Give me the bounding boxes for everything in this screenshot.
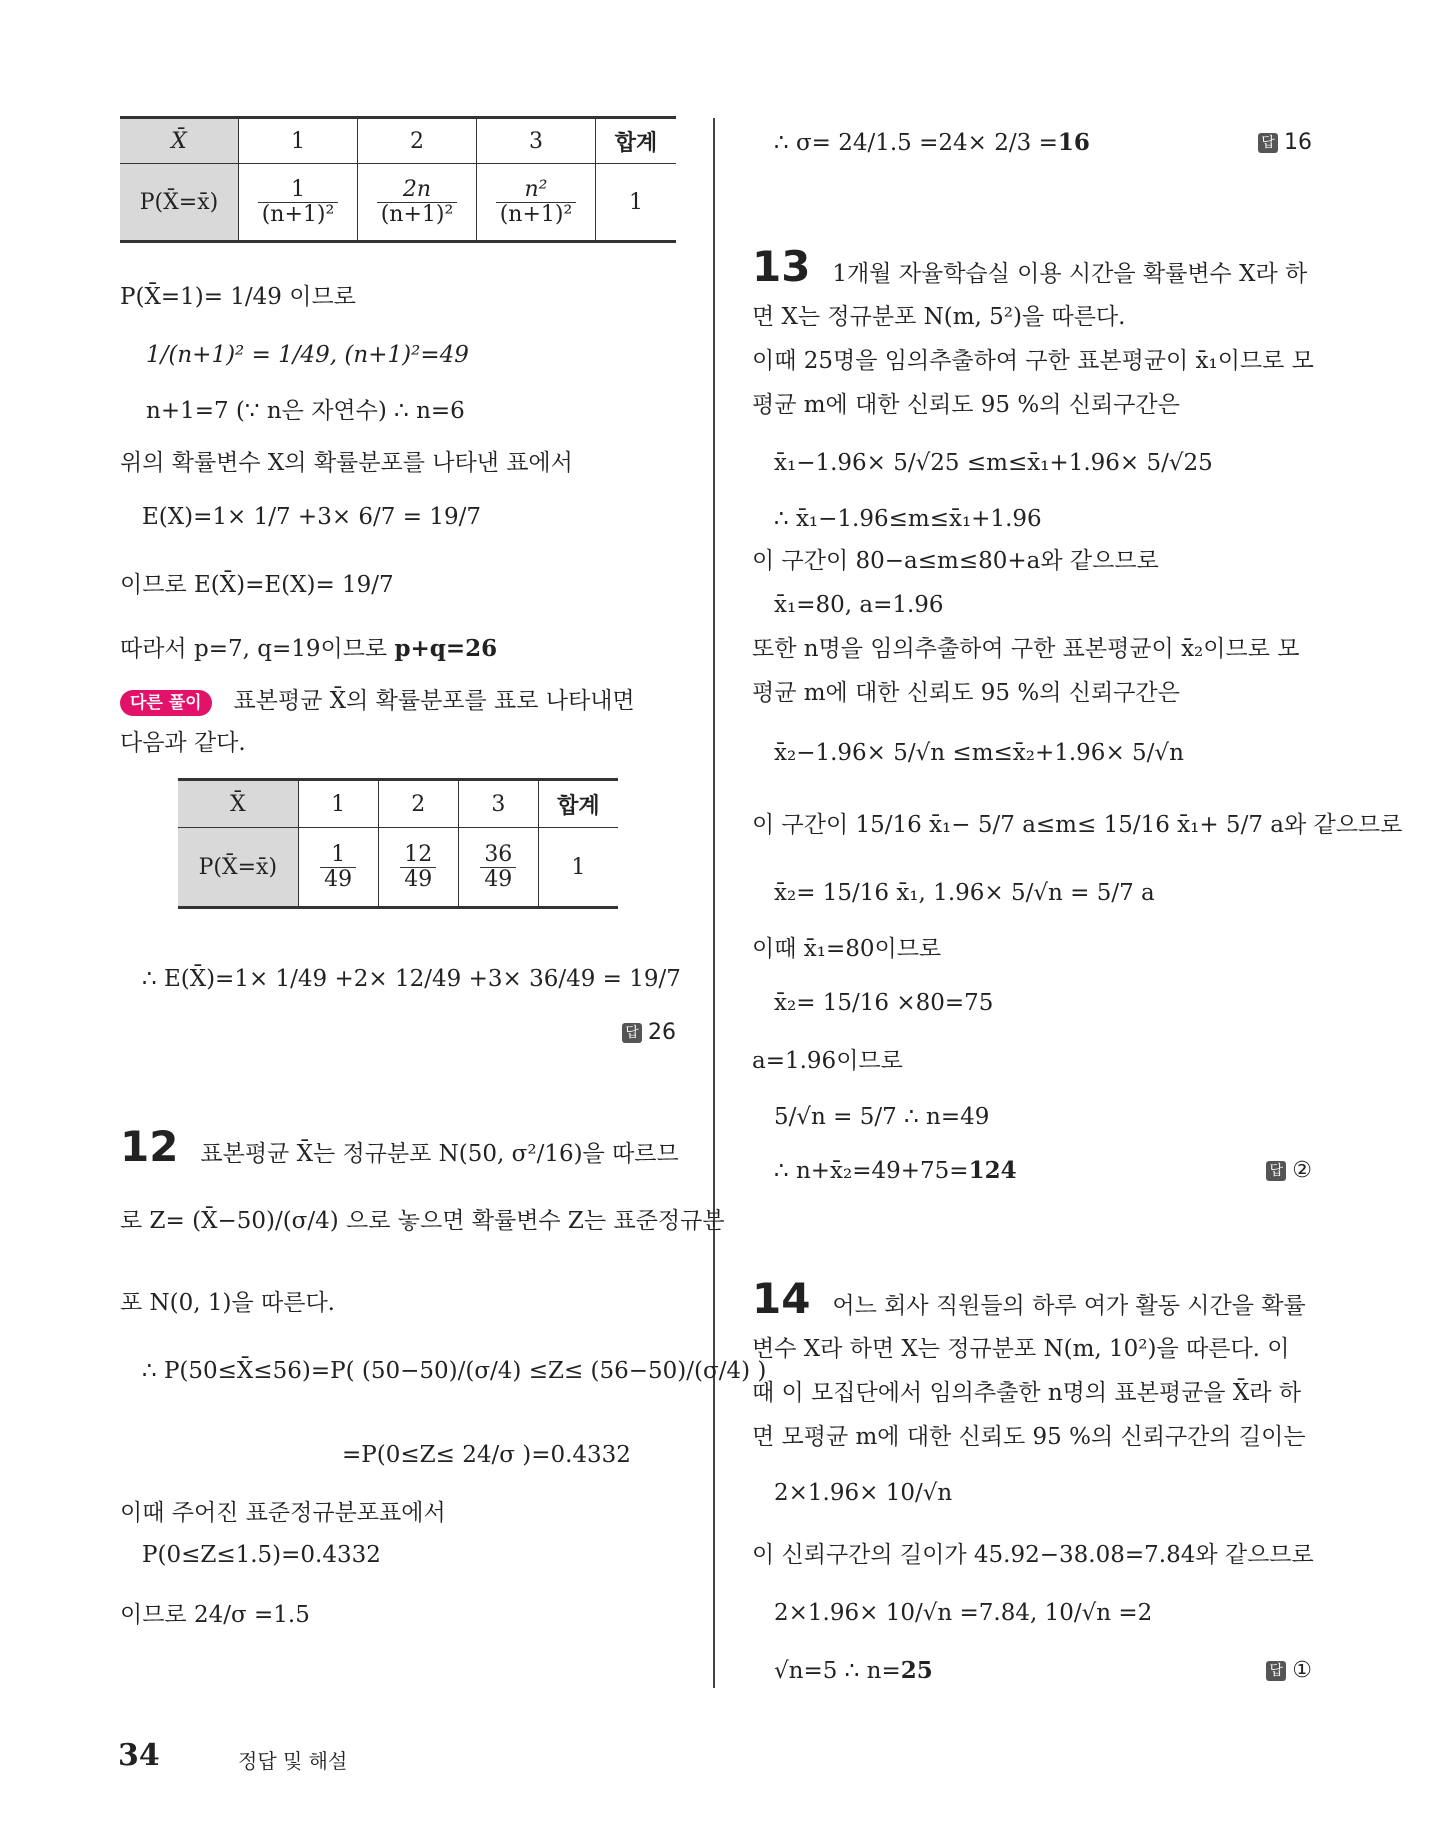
- table-header-cell: 1: [239, 118, 358, 164]
- solution-line: 면 X는 정규분포 N(m, 5²)을 따른다.: [752, 304, 1126, 330]
- solution-line: E(X)=1× 1/7 +3× 6/7 = 19/7: [142, 504, 481, 530]
- solution-line: 이 신뢰구간의 길이가 45.92−38.08=7.84와 같으므로: [752, 1542, 1314, 1568]
- table-header-cell: 2: [358, 118, 477, 164]
- column-divider: [713, 118, 715, 1688]
- solution-line: 면 모평균 m에 대한 신뢰도 95 %의 신뢰구간의 길이는: [752, 1424, 1306, 1450]
- solution-line: x̄₂= 15/16 ×80=75: [774, 990, 994, 1016]
- table-header-cell: 1: [298, 780, 378, 828]
- solution-line: 2×1.96× 10/√n: [774, 1480, 953, 1506]
- distribution-table-1: [120, 116, 676, 243]
- problem-12-line: 12 표본평균 X̄는 정규분포 N(50, σ²/16)을 따르므: [120, 1122, 679, 1171]
- footer-title: 정답 및 해설: [238, 1749, 348, 1773]
- distribution-table-2: [178, 778, 618, 909]
- solution-line: 1/(n+1)² = 1/49, (n+1)²=49: [146, 342, 469, 368]
- solution-line: 이때 주어진 표준정규분포표에서: [120, 1500, 446, 1526]
- table-cell: $\frac{2n}{\text{(n+1)²}}$: [358, 164, 477, 242]
- table-header-cell: 합계: [596, 118, 677, 164]
- table-cell: $\frac{36}{49}$: [458, 828, 538, 908]
- table-cell: $\frac{\text{n²}}{\text{(n+1)²}}$: [477, 164, 596, 242]
- solution-line: 포 N(0, 1)을 따른다.: [120, 1290, 335, 1316]
- solution-line: ∴ n+x̄₂=49+75=124: [774, 1157, 1017, 1184]
- solution-line: 이 구간이 15/16 x̄₁− 5/7 a≤m≤ 15/16 x̄₁+ 5/7 a와 같으므로: [752, 812, 1403, 838]
- solution-line: ∴ x̄₁−1.96≤m≤x̄₁+1.96: [774, 506, 1042, 532]
- problem-number: 12: [120, 1122, 179, 1171]
- alternative-solution-badge: 다른 풀이: [120, 690, 212, 716]
- table-cell: $\frac{12}{49}$: [378, 828, 458, 908]
- solution-line: x̄₂−1.96× 5/√n ≤m≤x̄₂+1.96× 5/√n: [774, 740, 1184, 766]
- solution-line: 이 구간이 80−a≤m≤80+a와 같으므로: [752, 548, 1159, 574]
- solution-line: =P(0≤Z≤ 24/σ )=0.4332: [342, 1442, 631, 1468]
- answer-line: 답 26: [622, 1018, 676, 1048]
- page-number: 34: [118, 1738, 160, 1773]
- table-cell: 1: [538, 828, 618, 908]
- solution-line: 다음과 같다.: [120, 730, 246, 756]
- solution-line: 또한 n명을 임의추출하여 구한 표본평균이 x̄₂이므로 모: [752, 636, 1300, 662]
- solution-line: 따라서 p=7, q=19이므로 p+q=26: [120, 635, 498, 662]
- answer-line: 답 ②: [1266, 1156, 1312, 1186]
- table-header-cell: X̄: [178, 780, 298, 828]
- answer-icon: 답: [1266, 1661, 1286, 1681]
- solution-line: n+1=7 (∵ n은 자연수) ∴ n=6: [146, 398, 465, 424]
- solution-line: 이므로 E(X̄)=E(X)= 19/7: [120, 572, 394, 598]
- solution-line: P(X̄=1)= 1/49 이므로: [120, 284, 356, 310]
- table-header-cell: 3: [477, 118, 596, 164]
- solution-line: 평균 m에 대한 신뢰도 95 %의 신뢰구간은: [752, 680, 1180, 706]
- problem-13-line: 13 1개월 자율학습실 이용 시간을 확률변수 X라 하: [752, 242, 1308, 291]
- solution-line: 변수 X라 하면 X는 정규분포 N(m, 10²)을 따른다. 이: [752, 1336, 1290, 1362]
- solution-line: ∴ E(X̄)=1× 1/49 +2× 12/49 +3× 36/49 = 19/7: [142, 966, 681, 992]
- table-cell: $\frac{1}{\text{(n+1)²}}$: [239, 164, 358, 242]
- solution-line: x̄₂= 15/16 x̄₁, 1.96× 5/√n = 5/7 a: [774, 880, 1155, 906]
- answer-line: 답 ①: [1266, 1656, 1312, 1686]
- solution-line: 이때 x̄₁=80이므로: [752, 936, 942, 962]
- table-row-label: P(X̄=x̄): [178, 828, 298, 908]
- solution-line: 때 이 모집단에서 임의추출한 n명의 표본평균을 X̄라 하: [752, 1380, 1301, 1406]
- table-header-cell: 합계: [538, 780, 618, 828]
- solution-line: a=1.96이므로: [752, 1048, 903, 1074]
- answer-icon: 답: [622, 1023, 642, 1043]
- solution-line: 로 Z= (X̄−50)/(σ/4) 으로 놓으면 확률변수 Z는 표준정규분: [120, 1208, 725, 1234]
- solution-line: x̄₁=80, a=1.96: [774, 592, 944, 618]
- solution-line: ∴ P(50≤X̄≤56)=P( (50−50)/(σ/4) ≤Z≤ (56−50)/(σ/4) ): [142, 1358, 767, 1384]
- solution-line: 다른 풀이 표본평균 X̄의 확률분포를 표로 나타내면: [120, 686, 635, 716]
- solution-line: 이므로 24/σ =1.5: [120, 1602, 310, 1628]
- solution-line: 2×1.96× 10/√n =7.84, 10/√n =2: [774, 1600, 1153, 1626]
- table-header-cell: 2: [378, 780, 458, 828]
- solution-line: ∴ σ= 24/1.5 =24× 2/3 =16: [774, 129, 1090, 156]
- table-row-label: P(X̄=x̄): [120, 164, 239, 242]
- problem-number: 14: [752, 1274, 811, 1323]
- solution-line: P(0≤Z≤1.5)=0.4332: [142, 1542, 381, 1568]
- solution-line: 5/√n = 5/7 ∴ n=49: [774, 1104, 990, 1130]
- answer-line: 답 16: [1258, 128, 1312, 158]
- solution-line: 평균 m에 대한 신뢰도 95 %의 신뢰구간은: [752, 392, 1180, 418]
- table-cell: $\frac{1}{49}$: [298, 828, 378, 908]
- problem-14-line: 14 어느 회사 직원들의 하루 여가 활동 시간을 확률: [752, 1274, 1306, 1323]
- table-header-cell: X̄: [120, 118, 239, 164]
- answer-icon: 답: [1266, 1161, 1286, 1181]
- table-cell: 1: [596, 164, 677, 242]
- table-header-cell: 3: [458, 780, 538, 828]
- solution-line: x̄₁−1.96× 5/√25 ≤m≤x̄₁+1.96× 5/√25: [774, 450, 1213, 476]
- solution-line: 이때 25명을 임의추출하여 구한 표본평균이 x̄₁이므로 모: [752, 348, 1314, 374]
- solution-line: √n=5 ∴ n=25: [774, 1657, 933, 1684]
- solution-line: 위의 확률변수 X의 확률분포를 나타낸 표에서: [120, 450, 573, 476]
- problem-number: 13: [752, 242, 811, 291]
- answer-icon: 답: [1258, 133, 1278, 153]
